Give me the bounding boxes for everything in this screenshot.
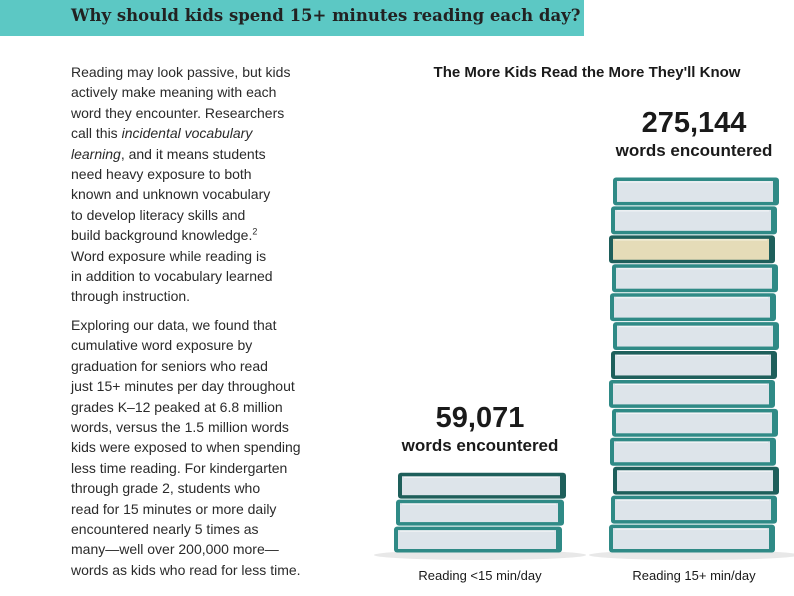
text-line: words as kids who read for less time.	[71, 561, 301, 578]
text-line: grades K–12 peaked at 6.8 million	[71, 398, 283, 415]
text-line: need heavy exposure to both	[71, 166, 252, 183]
book-pages	[615, 499, 771, 520]
book-pages	[613, 239, 769, 260]
text-line: cumulative word exposure by	[71, 337, 253, 354]
text-line: through grade 2, students who	[71, 480, 261, 497]
book-pages	[616, 412, 772, 433]
value-label-low: 59,071	[435, 402, 525, 435]
text-line: call this incidental vocabulary	[71, 125, 253, 142]
text-line: encountered nearly 5 times as	[71, 520, 259, 537]
banner-title: Why should kids spend 15+ minutes reading each day?	[71, 6, 581, 25]
book-pages	[615, 210, 771, 231]
text-line: in addition to vocabulary learned	[71, 268, 273, 285]
chart-title: The More Kids Read the More They'll Know	[433, 64, 741, 81]
text-line: known and unknown vocabulary	[71, 186, 271, 203]
book-pages	[613, 383, 769, 404]
book-pages	[615, 355, 771, 376]
book-pages	[614, 297, 770, 318]
category-label-high: Reading 15+ min/day	[632, 568, 756, 583]
footnote-marker: 2	[252, 226, 258, 237]
book-pages	[613, 528, 769, 549]
book-pages	[400, 503, 558, 522]
text-line: learning, and it means students	[71, 145, 266, 162]
text-line: Reading may look passive, but kids	[71, 64, 291, 80]
book-pages	[617, 470, 773, 491]
book-pages	[398, 530, 556, 549]
value-unit-high: words encountered	[615, 141, 773, 160]
text-line: to develop literacy skills and	[71, 206, 246, 223]
text-line: just 15+ minutes per day throughout	[71, 378, 295, 395]
text-line: read for 15 minutes or more daily	[71, 500, 277, 517]
text-line: Word exposure while reading is	[71, 247, 267, 264]
text-line: build background knowledge.$^2$	[71, 226, 258, 244]
value-unit-low: words encountered	[401, 436, 559, 456]
emphasized-text: learning	[71, 145, 121, 162]
text-line: many—well over 200,000 more—	[71, 541, 279, 558]
emphasized-text: incidental vocabulary	[121, 125, 253, 142]
category-label-low: Reading <15 min/day	[418, 568, 542, 583]
book-pages	[616, 268, 772, 289]
text-line: graduation for seniors who read	[71, 357, 268, 374]
text-line: words, versus the 1.5 million words	[71, 418, 289, 435]
value-label-high: 275,144	[641, 107, 747, 139]
book-stack-bar	[609, 178, 779, 553]
text-line: through instruction.	[71, 288, 191, 305]
book-pages	[614, 441, 770, 462]
text-line: Exploring our data, we found that	[71, 316, 277, 333]
book-pages	[402, 476, 560, 495]
text-line: less time reading. For kindergarten	[71, 459, 288, 476]
text-line: kids were exposed to when spending	[71, 439, 301, 456]
book-pages	[617, 181, 773, 202]
book-stack-bar	[394, 473, 566, 553]
text-line: word they encounter. Researchers	[71, 104, 285, 121]
book-pages	[617, 326, 773, 347]
text-line: actively make meaning with each	[71, 84, 277, 101]
